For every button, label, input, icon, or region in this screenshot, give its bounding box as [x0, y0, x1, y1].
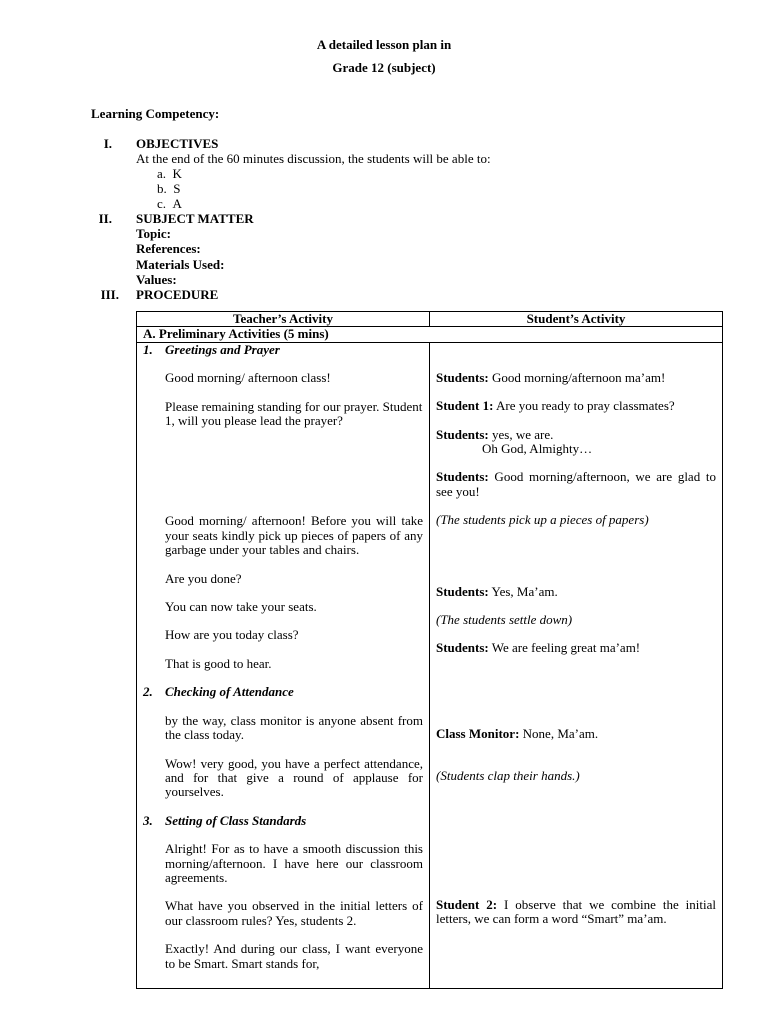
student-line: Student 2: I observe that we combine the initial letters, we can form a word “Smart” ma’am. — [436, 896, 716, 927]
student-line: Students: Good morning/afternoon, we are glad to see you! — [436, 469, 716, 499]
teacher-line: Exactly! And during our class, I want everyone to be Smart. Smart stands for, — [165, 941, 423, 971]
teacher-line: Alright! For as to have a smooth discussion this morning/afternoon. I have here our classroom agreements. — [165, 841, 423, 885]
student-activity-cell — [430, 342, 723, 988]
teacher-line: Please remaining standing for our prayer. Student 1, will you please lead the prayer? — [165, 398, 423, 429]
objectives-numeral: I. — [103, 136, 112, 151]
student-line: (The students pick up a pieces of papers) — [436, 512, 649, 528]
student-line: (The students settle down) — [436, 612, 573, 628]
teacher-line: Good morning/ afternoon class! — [165, 370, 331, 386]
objective-item: a. K — [157, 166, 182, 181]
student-line: Students: We are feeling great ma’am! — [436, 640, 641, 656]
student-line: (Students clap their hands.) — [436, 768, 580, 784]
subheading-attendance: 2. Checking of Attendance — [143, 684, 294, 700]
table-header-row — [137, 312, 723, 327]
student-line: Students: yes, we are. Oh God, Almighty… — [436, 426, 593, 457]
subheading-greetings: 1. Greetings and Prayer — [143, 341, 280, 357]
teacher-line: by the way, class monitor is anyone absent from the class today. — [165, 712, 423, 743]
student-line: Students: Yes, Ma’am. — [436, 583, 558, 599]
student-line: Students: Good morning/afternoon ma’am! — [436, 369, 666, 385]
objective-item: b. S — [157, 181, 181, 196]
procedure-heading: PROCEDURE — [136, 287, 219, 302]
teacher-line: Are you done? — [165, 570, 242, 586]
teacher-line: Good morning/ afternoon! Before you will take your seats kindly pick up pieces of papers of any garbage under your tables and chairs. — [165, 513, 423, 558]
teacher-line: What have you observed in the initial letters of our classroom rules? Yes, students 2. — [165, 898, 423, 928]
subheading-class-standards: 3. Setting of Class Standards — [143, 812, 307, 828]
student-line: Class Monitor: None, Ma’am. — [436, 725, 599, 741]
objectives-heading: OBJECTIVES — [136, 136, 219, 151]
field-materials: Materials Used: — [136, 257, 225, 272]
procedure-table — [136, 311, 723, 989]
teacher-line: That is good to hear. — [165, 655, 272, 671]
teacher-activity-cell — [137, 342, 430, 988]
teacher-line: You can now take your seats. — [165, 599, 317, 615]
section-row — [137, 327, 723, 342]
col-header-teacher: Teacher’s Activity — [137, 312, 430, 327]
section-a-title: A. Preliminary Activities (5 mins) — [137, 327, 723, 342]
subject-matter-heading: SUBJECT MATTER — [136, 211, 254, 226]
teacher-line: How are you today class? — [165, 627, 299, 643]
col-header-student: Student’s Activity — [430, 312, 723, 327]
subject-matter-numeral: II. — [98, 211, 112, 226]
field-topic: Topic: — [136, 226, 171, 241]
doc-title-line2: Grade 12 (subject) — [332, 60, 436, 75]
activity-row — [137, 342, 723, 988]
field-values: Values: — [136, 272, 177, 287]
teacher-line: Wow! very good, you have a perfect attendance, and for that give a round of applause for yourselves. — [165, 755, 423, 800]
objectives-intro: At the end of the 60 minutes discussion, the students will be able to: — [136, 151, 491, 166]
doc-title-line1: A detailed lesson plan in — [316, 37, 452, 52]
learning-competency-label: Learning Competency: — [91, 106, 220, 121]
field-references: References: — [136, 241, 201, 256]
student-line: Student 1: Are you ready to pray classmates? — [436, 398, 675, 414]
objective-item: c. A — [157, 196, 182, 211]
procedure-numeral: III. — [100, 287, 119, 302]
